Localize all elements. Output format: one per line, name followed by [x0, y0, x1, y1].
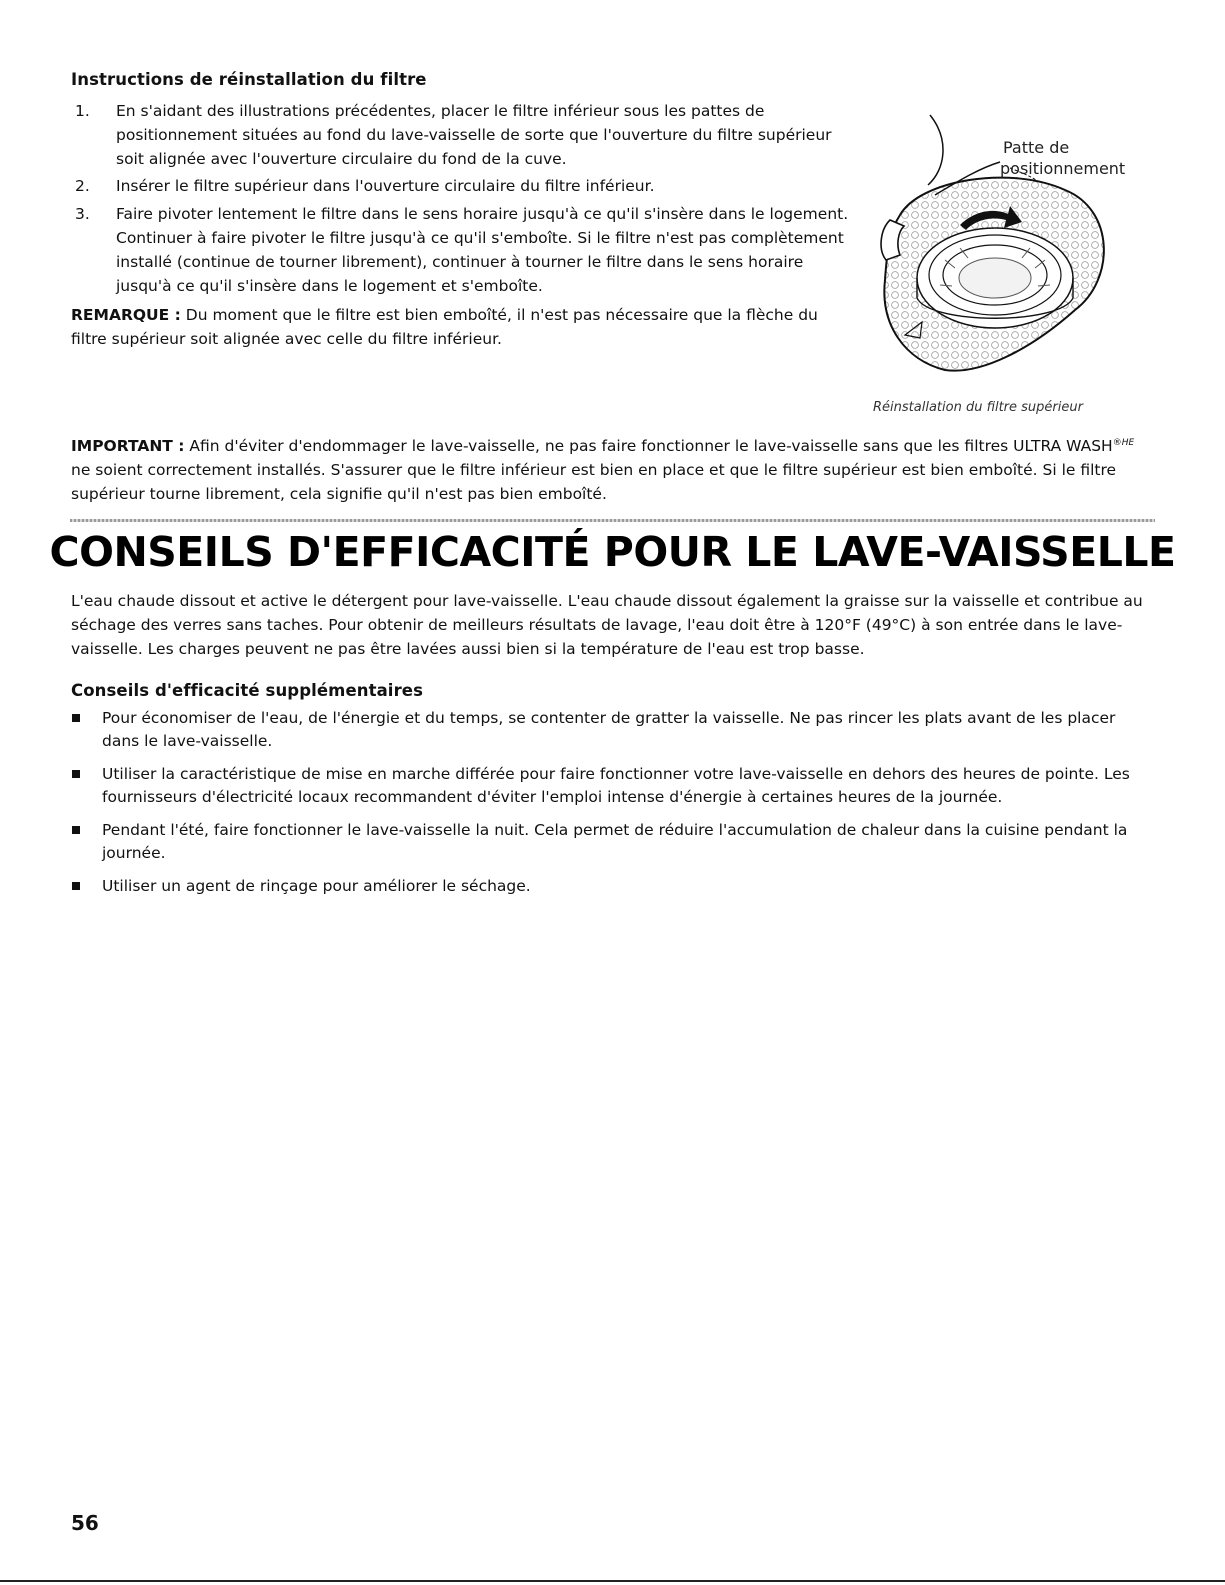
note-paragraph	[71, 303, 856, 351]
important-text-2: ne soient correctement installés. S'assurer que le filtre inférieur est bien en place et que le filtre supérieur est bien emboîté. Si le filtre supérieur tourne librement, cela signifie qu'il n'est pas bien emboîté.	[71, 461, 1117, 503]
important-text-1: Afin d'éviter d'endommager le lave-vaisselle, ne pas faire fonctionner le lave-vaisselle sans que les filtres ULTRA WASH	[184, 437, 1113, 455]
registered-trademark-superscript: ®HE	[1112, 437, 1135, 448]
step-number: 1.	[75, 102, 90, 120]
list-item	[70, 763, 1145, 809]
step-number: 2.	[75, 177, 90, 195]
sub-heading-efficiency: Conseils d'efficacité supplémentaires	[71, 681, 424, 700]
callout-line-1: Patte de	[1003, 138, 1070, 157]
figure-caption: Réinstallation du filtre supérieur	[873, 400, 1083, 415]
step-number: 3.	[75, 205, 90, 223]
list-item	[70, 819, 1145, 865]
callout-label	[1000, 137, 1125, 179]
bullet-square-icon	[72, 882, 80, 890]
important-label: IMPORTANT :	[71, 437, 185, 455]
bullet-square-icon	[72, 714, 80, 722]
bullet-square-icon	[72, 770, 80, 778]
callout-line-2: positionnement	[1000, 159, 1126, 178]
list-item	[70, 875, 1145, 898]
list-item-text: Pour économiser de l'eau, de l'énergie et du temps, se contenter de gratter la vaisselle. Ne pas rincer les plats avant de les placer dans le lave-vaisselle.	[102, 709, 1116, 750]
step-1	[75, 99, 855, 171]
efficiency-intro: L'eau chaude dissout et active le détergent pour lave-vaisselle. L'eau chaude dissout également la graisse sur la vaisselle et contribue au séchage des verres sans taches. Pour obtenir de meilleurs résultats de lavage, l'eau doit être à 120°F (49°C) à son entrée dans le lave-vaisselle. Les charges peuvent ne pas être lavées aussi bien si la température de l'eau est trop basse.	[71, 592, 1143, 658]
list-item-text: Pendant l'été, faire fonctionner le lave-vaisselle la nuit. Cela permet de réduire l'accumulation de chaleur dans la cuisine pendant la journée.	[102, 821, 1128, 862]
step-text: Insérer le filtre supérieur dans l'ouverture circulaire du filtre inférieur.	[116, 177, 655, 195]
step-2	[75, 174, 855, 198]
important-paragraph	[71, 434, 1151, 506]
bottom-rule	[0, 1580, 1225, 1582]
step-text: Faire pivoter lentement le filtre dans le sens horaire jusqu'à ce qu'il s'insère dans le logement. Continuer à faire pivoter le filtre jusqu'à ce qu'il s'emboîte. Si le filtre n'est pas complètement installé (continue de tourner librement), continuer à tourner le filtre dans le sens horaire jusqu'à ce qu'il s'insère dans le logement et s'emboîte.	[116, 205, 849, 295]
step-text: En s'aidant des illustrations précédentes, placer le filtre inférieur sous les pattes de positionnement situées au fond du lave-vaisselle de sorte que l'ouverture du filtre supérieur soit alignée avec l'ouverture circulaire du fond de la cuve.	[116, 102, 832, 168]
section-divider	[70, 519, 1155, 522]
efficiency-bullet-list	[70, 707, 1145, 908]
list-item-text: Utiliser un agent de rinçage pour améliorer le séchage.	[102, 877, 531, 895]
page-number: 56	[71, 1511, 99, 1535]
section-heading-reinstall: Instructions de réinstallation du filtre	[71, 70, 427, 89]
page-title: CONSEILS D'EFFICACITÉ POUR LE LAVE-VAISSELLE	[49, 528, 1176, 576]
step-3	[75, 202, 855, 298]
list-item	[70, 707, 1145, 753]
note-text: Du moment que le filtre est bien emboîté, il n'est pas nécessaire que la flèche du filtre supérieur soit alignée avec celle du filtre inférieur.	[71, 306, 818, 348]
list-item-text: Utiliser la caractéristique de mise en marche différée pour faire fonctionner votre lave-vaisselle en dehors des heures de pointe. Les fournisseurs d'électricité locaux recommandent d'éviter l'emploi intense d'énergie à certaines heures de la journée.	[102, 765, 1130, 806]
bullet-square-icon	[72, 826, 80, 834]
note-label: REMARQUE :	[71, 306, 181, 324]
